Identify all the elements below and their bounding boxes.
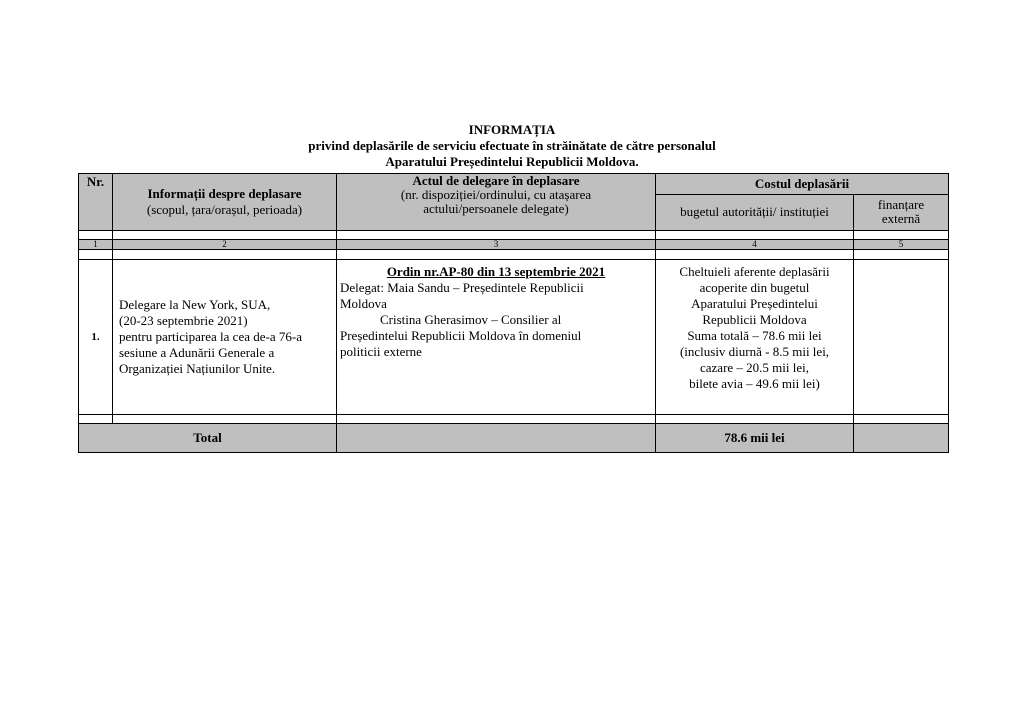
col-number: 2 bbox=[113, 240, 337, 250]
act-line: politicii externe bbox=[340, 344, 422, 359]
deplasari-table bbox=[78, 173, 949, 453]
act-line: Cristina Gherasimov – Consilier al bbox=[380, 312, 562, 327]
info-line: Delegare la New York, SUA, bbox=[119, 297, 271, 312]
col-number: 1 bbox=[79, 240, 113, 250]
header-info bbox=[113, 174, 337, 231]
row-external bbox=[854, 260, 949, 415]
title-line-3: Aparatului Președintelui Republicii Moldova. bbox=[385, 154, 639, 169]
act-line: Președintelui Republicii Moldova în domeniul bbox=[340, 328, 582, 343]
cost-line: Cheltuieli aferente deplasării bbox=[679, 264, 830, 279]
col-number: 5 bbox=[854, 240, 949, 250]
numbering-row bbox=[79, 240, 949, 250]
spacer-row bbox=[79, 231, 949, 240]
col-number: 4 bbox=[656, 240, 854, 250]
total-amount: 78.6 mii lei bbox=[656, 424, 854, 453]
cost-line: (inclusiv diurnă - 8.5 mii lei, bbox=[679, 344, 830, 359]
header-external bbox=[854, 194, 949, 230]
info-line: Organizației Națiunilor Unite. bbox=[119, 361, 276, 376]
cost-line: acoperite din bugetul bbox=[699, 280, 810, 295]
cost-line: Suma totală – 78.6 mii lei bbox=[687, 328, 822, 343]
row-act bbox=[337, 260, 656, 415]
info-line: pentru participarea la cea de-a 76-a bbox=[119, 329, 302, 344]
total-label: Total bbox=[79, 424, 337, 453]
header-act-sub-1: (nr. dispoziției/ordinului, cu atașarea bbox=[400, 187, 592, 202]
spacer-row bbox=[79, 250, 949, 260]
act-line: Delegat: Maia Sandu – Președintele Republicii bbox=[340, 280, 584, 295]
info-line: sesiune a Adunării Generale a bbox=[119, 345, 275, 360]
header-cost: Costul deplasării bbox=[656, 174, 949, 195]
cost-line: Republicii Moldova bbox=[702, 312, 807, 327]
spacer-row bbox=[79, 415, 949, 424]
row-nr: 1. bbox=[79, 260, 113, 415]
header-nr: Nr. bbox=[79, 174, 113, 231]
title-line-2: privind deplasările de serviciu efectuate în străinătate de către personalul bbox=[308, 138, 716, 153]
header-act bbox=[337, 174, 656, 231]
header-info-title: Informații despre deplasare bbox=[147, 186, 302, 201]
row-cost bbox=[656, 260, 854, 415]
cost-line: cazare – 20.5 mii lei, bbox=[699, 360, 809, 375]
header-external-1: finanțare bbox=[877, 197, 925, 213]
table-row bbox=[79, 260, 949, 415]
title-line-1: INFORMAȚIA bbox=[468, 122, 556, 137]
document-title bbox=[0, 122, 1024, 170]
info-line: (20-23 septembrie 2021) bbox=[119, 313, 248, 328]
act-order-title: Ordin nr.AP-80 din 13 septembrie 2021 bbox=[386, 264, 606, 279]
header-external-2: externă bbox=[881, 211, 921, 227]
col-number: 3 bbox=[337, 240, 656, 250]
header-row-1 bbox=[79, 174, 949, 195]
total-act-empty bbox=[337, 424, 656, 453]
header-budget: bugetul autorității/ instituției bbox=[656, 194, 854, 230]
header-info-sub: (scopul, țara/orașul, perioada) bbox=[146, 202, 303, 217]
total-row bbox=[79, 424, 949, 453]
act-line: Moldova bbox=[340, 296, 387, 311]
total-external-empty bbox=[854, 424, 949, 453]
row-info bbox=[113, 260, 337, 415]
cost-line: bilete avia – 49.6 mii lei) bbox=[689, 376, 820, 391]
header-act-title: Actul de delegare în deplasare bbox=[412, 173, 580, 188]
header-act-sub-2: actului/persoanele delegate) bbox=[423, 201, 569, 216]
cost-line: Aparatului Președintelui bbox=[691, 296, 818, 311]
